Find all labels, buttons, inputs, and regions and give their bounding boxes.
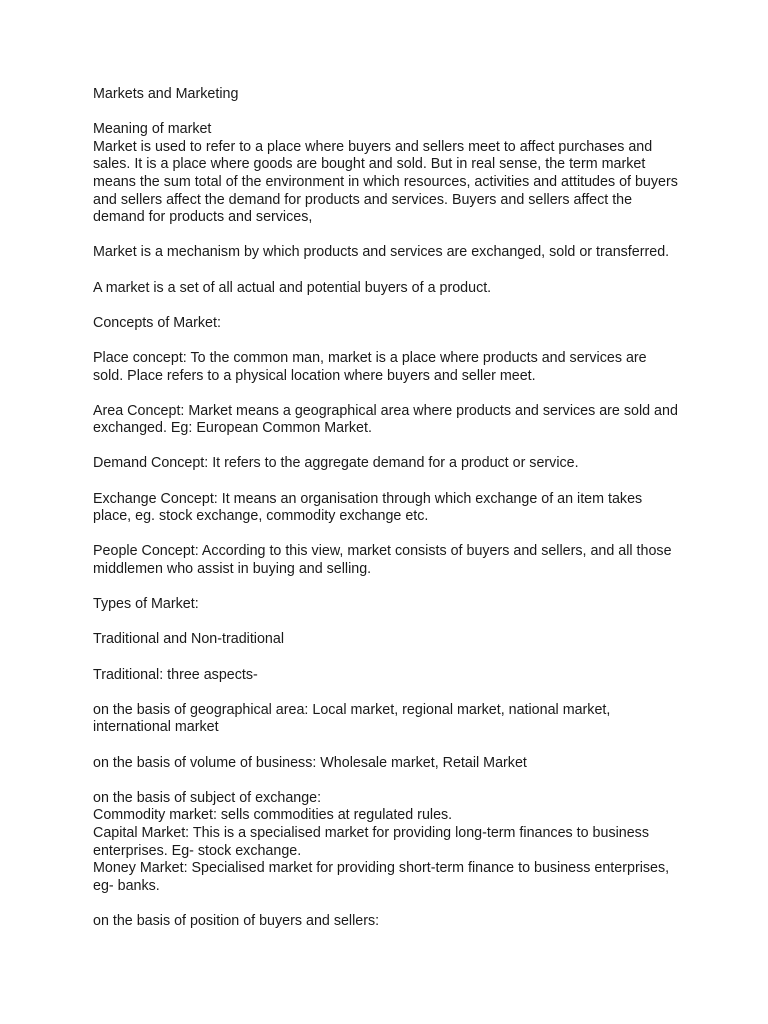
paragraph [93,667,693,685]
paragraph [93,244,693,262]
text-line: Traditional and Non-traditional [93,631,284,648]
text-line: Meaning of market [93,121,212,138]
paragraph [93,280,693,298]
text-line: sold. Place refers to a physical location where buyers and seller meet. [93,367,536,384]
document-title [93,86,693,104]
text-line: on the basis of subject of exchange: [93,789,322,806]
text-line: middlemen who assist in buying and selling. [93,561,372,578]
text-line: sales. It is a place where goods are bought and sold. But in real sense, the term market [93,156,646,173]
text-line: eg- banks. [93,877,160,894]
paragraph [93,790,693,896]
paragraph [93,403,693,438]
paragraph [93,913,693,931]
text-line: means the sum total of the environment in which resources, activities and attitudes of buyers [93,173,678,190]
text-line: Market is a mechanism by which products and services are exchanged, sold or transferred. [93,244,670,261]
text-line: Place concept: To the common man, market is a place where products and services are [93,349,647,366]
text-line: on the basis of volume of business: Wholesale market, Retail Market [93,754,527,771]
paragraph [93,491,693,526]
paragraph [93,315,693,333]
text-line: and sellers affect the demand for products and services. Buyers and sellers affect the [93,191,633,208]
text-line: Capital Market: This is a specialised market for providing long-term finances to business [93,824,649,841]
paragraph [93,631,693,649]
paragraph [93,702,693,737]
text-line: Market is used to refer to a place where buyers and sellers meet to affect purchases and [93,138,653,155]
text-line: Markets and Marketing [93,86,239,102]
paragraph [93,543,693,578]
text-line: People Concept: According to this view, market consists of buyers and sellers, and all those [93,543,672,560]
text-line: Money Market: Specialised market for providing short-term finance to business enterprises, [93,860,670,877]
text-line: Types of Market: [93,596,199,613]
text-line: international market [93,719,219,736]
text-line: enterprises. Eg- stock exchange. [93,842,302,859]
text-line: Area Concept: Market means a geographical area where products and services are sold and [93,402,678,419]
text-line: on the basis of position of buyers and sellers: [93,912,380,929]
text-line: Demand Concept: It refers to the aggregate demand for a product or service. [93,455,579,472]
text-line: Traditional: three aspects- [93,666,258,683]
text-line: exchanged. Eg: European Common Market. [93,420,372,437]
paragraph [93,121,693,227]
text-line: Exchange Concept: It means an organisation through which exchange of an item takes [93,490,643,507]
text-line: on the basis of geographical area: Local market, regional market, national market, [93,701,611,718]
paragraph [93,755,693,773]
paragraph [93,350,693,385]
paragraph [93,455,693,473]
text-line: Commodity market: sells commodities at regulated rules. [93,807,453,824]
text-line: place, eg. stock exchange, commodity exchange etc. [93,508,429,525]
paragraph [93,596,693,614]
document-body [93,86,693,948]
text-line: A market is a set of all actual and potential buyers of a product. [93,279,492,296]
text-line: Concepts of Market: [93,314,221,331]
text-line: demand for products and services, [93,209,313,226]
